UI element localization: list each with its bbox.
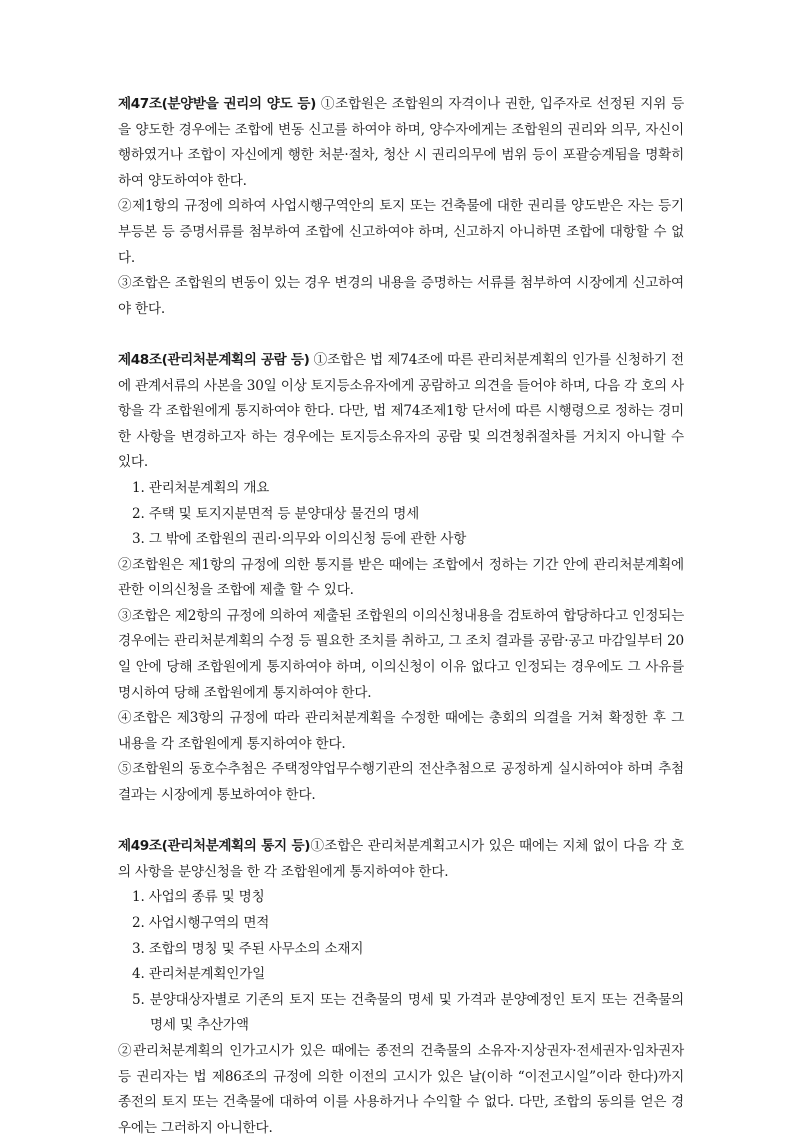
- article-48: [118, 348, 684, 809]
- article-47-clause-1: [118, 92, 684, 194]
- article-49-clause-2: ②관리처분계획의 인가고시가 있은 때에는 종전의 건축물의 소유자·지상권자·전세권자·임차권자 등 권리자는 법 제86조의 규정에 의한 이전의 고시가 있은 날(이하 “이전고시일”이라 한다)까지 종전의 토지 또는 건축물에 대하여 이를 사용하거나 수익할 수 없다. 다만, 조합의 동의를 얻은 경우에는 그러하지 아니한다.: [118, 1042, 684, 1136]
- article-47-title: 제47조(분양받을 권리의 양도 등): [118, 96, 316, 112]
- article-49-item-5: 5. 분양대상자별로 기존의 토지 또는 건축물의 명세 및 가격과 분양예정인 토지 또는 건축물의 명세 및 추산가액: [132, 991, 684, 1034]
- article-49: [118, 834, 684, 1141]
- article-48-item-2: 2. 주택 및 토지지분면적 등 분양대상 물건의 명세: [132, 505, 420, 522]
- article-47-clause-1-text: ①조합원은 조합원의 자격이나 권한, 입주자로 선정된 지위 등을 양도한 경우에는 조합에 변동 신고를 하여야 하며, 양수자에게는 조합원의 권리와 의무, 자신이 행하였거나 조합이 자신에게 행한 처분·절차, 청산 시 권리의무에 범위 등이 포괄승계됨을 명확히 하여 양도하여야 한다.: [118, 96, 684, 189]
- article-48-clause-1-text: ①조합은 법 제74조에 따른 관리처분계획의 인가를 신청하기 전에 관계서류의 사본을 30일 이상 토지등소유자에게 공람하고 의견을 들어야 하며, 다음 각 호의 사항을 각 조합원에게 통지하여야 한다. 다만, 법 제74조제1항 단서에 따른 시행령으로 정하는 경미한 사항을 변경하고자 하는 경우에는 토지등소유자의 공람 및 의견청취절차를 거치지 아니할 수 있다.: [118, 351, 684, 471]
- article-48-clause-1: [118, 348, 684, 476]
- article-48-title: 제48조(관리처분계획의 공람 등): [118, 351, 310, 368]
- document-page: [118, 92, 684, 1141]
- article-47-clause-2: ②제1항의 규정에 의하여 사업시행구역안의 토지 또는 건축물에 대한 권리를 양도받은 자는 등기부등본 등 증명서류를 첨부하여 조합에 신고하여야 하며, 신고하지 아니하면 조합에 대항할 수 없다.: [118, 198, 684, 266]
- article-48-clause-2: ②조합원은 제1항의 규정에 의한 통지를 받은 때에는 조합에서 정하는 기간 안에 관리처분계획에 관한 이의신청을 조합에 제출 할 수 있다.: [118, 556, 684, 599]
- article-48-item-3: 3. 그 밖에 조합원의 권리·의무와 이의신청 등에 관한 사항: [132, 531, 467, 548]
- article-48-item-1: 1. 관리처분계획의 개요: [132, 479, 270, 496]
- article-49-item-4: 4. 관리처분계획인가일: [132, 966, 266, 983]
- article-49-title: 제49조(관리처분계획의 통지 등): [118, 838, 311, 855]
- article-47: [118, 92, 684, 322]
- article-49-clause-1: [118, 834, 684, 885]
- article-48-clause-3: ③조합은 제2항의 규정에 의하여 제출된 조합원의 이의신청내용을 검토하여 합당하다고 인정되는 경우에는 관리처분계획의 수정 등 필요한 조치를 취하고, 그 조치 결과를 공람·공고 마감일부터 20일 안에 당해 조합원에게 통지하여야 하며, 이의신청이 이유 없다고 인정되는 경우에도 그 사유를 명시하여 당해 조합원에게 통지하여야 한다.: [118, 607, 684, 701]
- article-48-clause-5: ⑤조합원의 동호수추첨은 주택정약업무수행기관의 전산추첨으로 공정하게 실시하여야 하며 추첨결과는 시장에게 통보하여야 한다.: [118, 761, 684, 804]
- article-47-clause-3: ③조합은 조합원의 변동이 있는 경우 변경의 내용을 증명하는 서류를 첨부하여 시장에게 신고하여야 한다.: [118, 275, 684, 317]
- article-49-item-2: 2. 사업시행구역의 면적: [132, 915, 270, 931]
- article-49-item-3: 3. 조합의 명칭 및 주된 사무소의 소재지: [132, 940, 364, 957]
- article-48-clause-4: ④조합은 제3항의 규정에 따라 관리처분계획을 수정한 때에는 총회의 의결을 거쳐 확정한 후 그 내용을 각 조합원에게 통지하여야 한다.: [118, 710, 684, 752]
- article-49-clause-1-text: ①조합은 관리처분계획고시가 있은 때에는 지체 없이 다음 각 호의 사항을 분양신청을 한 각 조합원에게 통지하여야 한다.: [118, 838, 684, 880]
- article-49-item-1: 1. 사업의 종류 및 명칭: [132, 889, 265, 906]
